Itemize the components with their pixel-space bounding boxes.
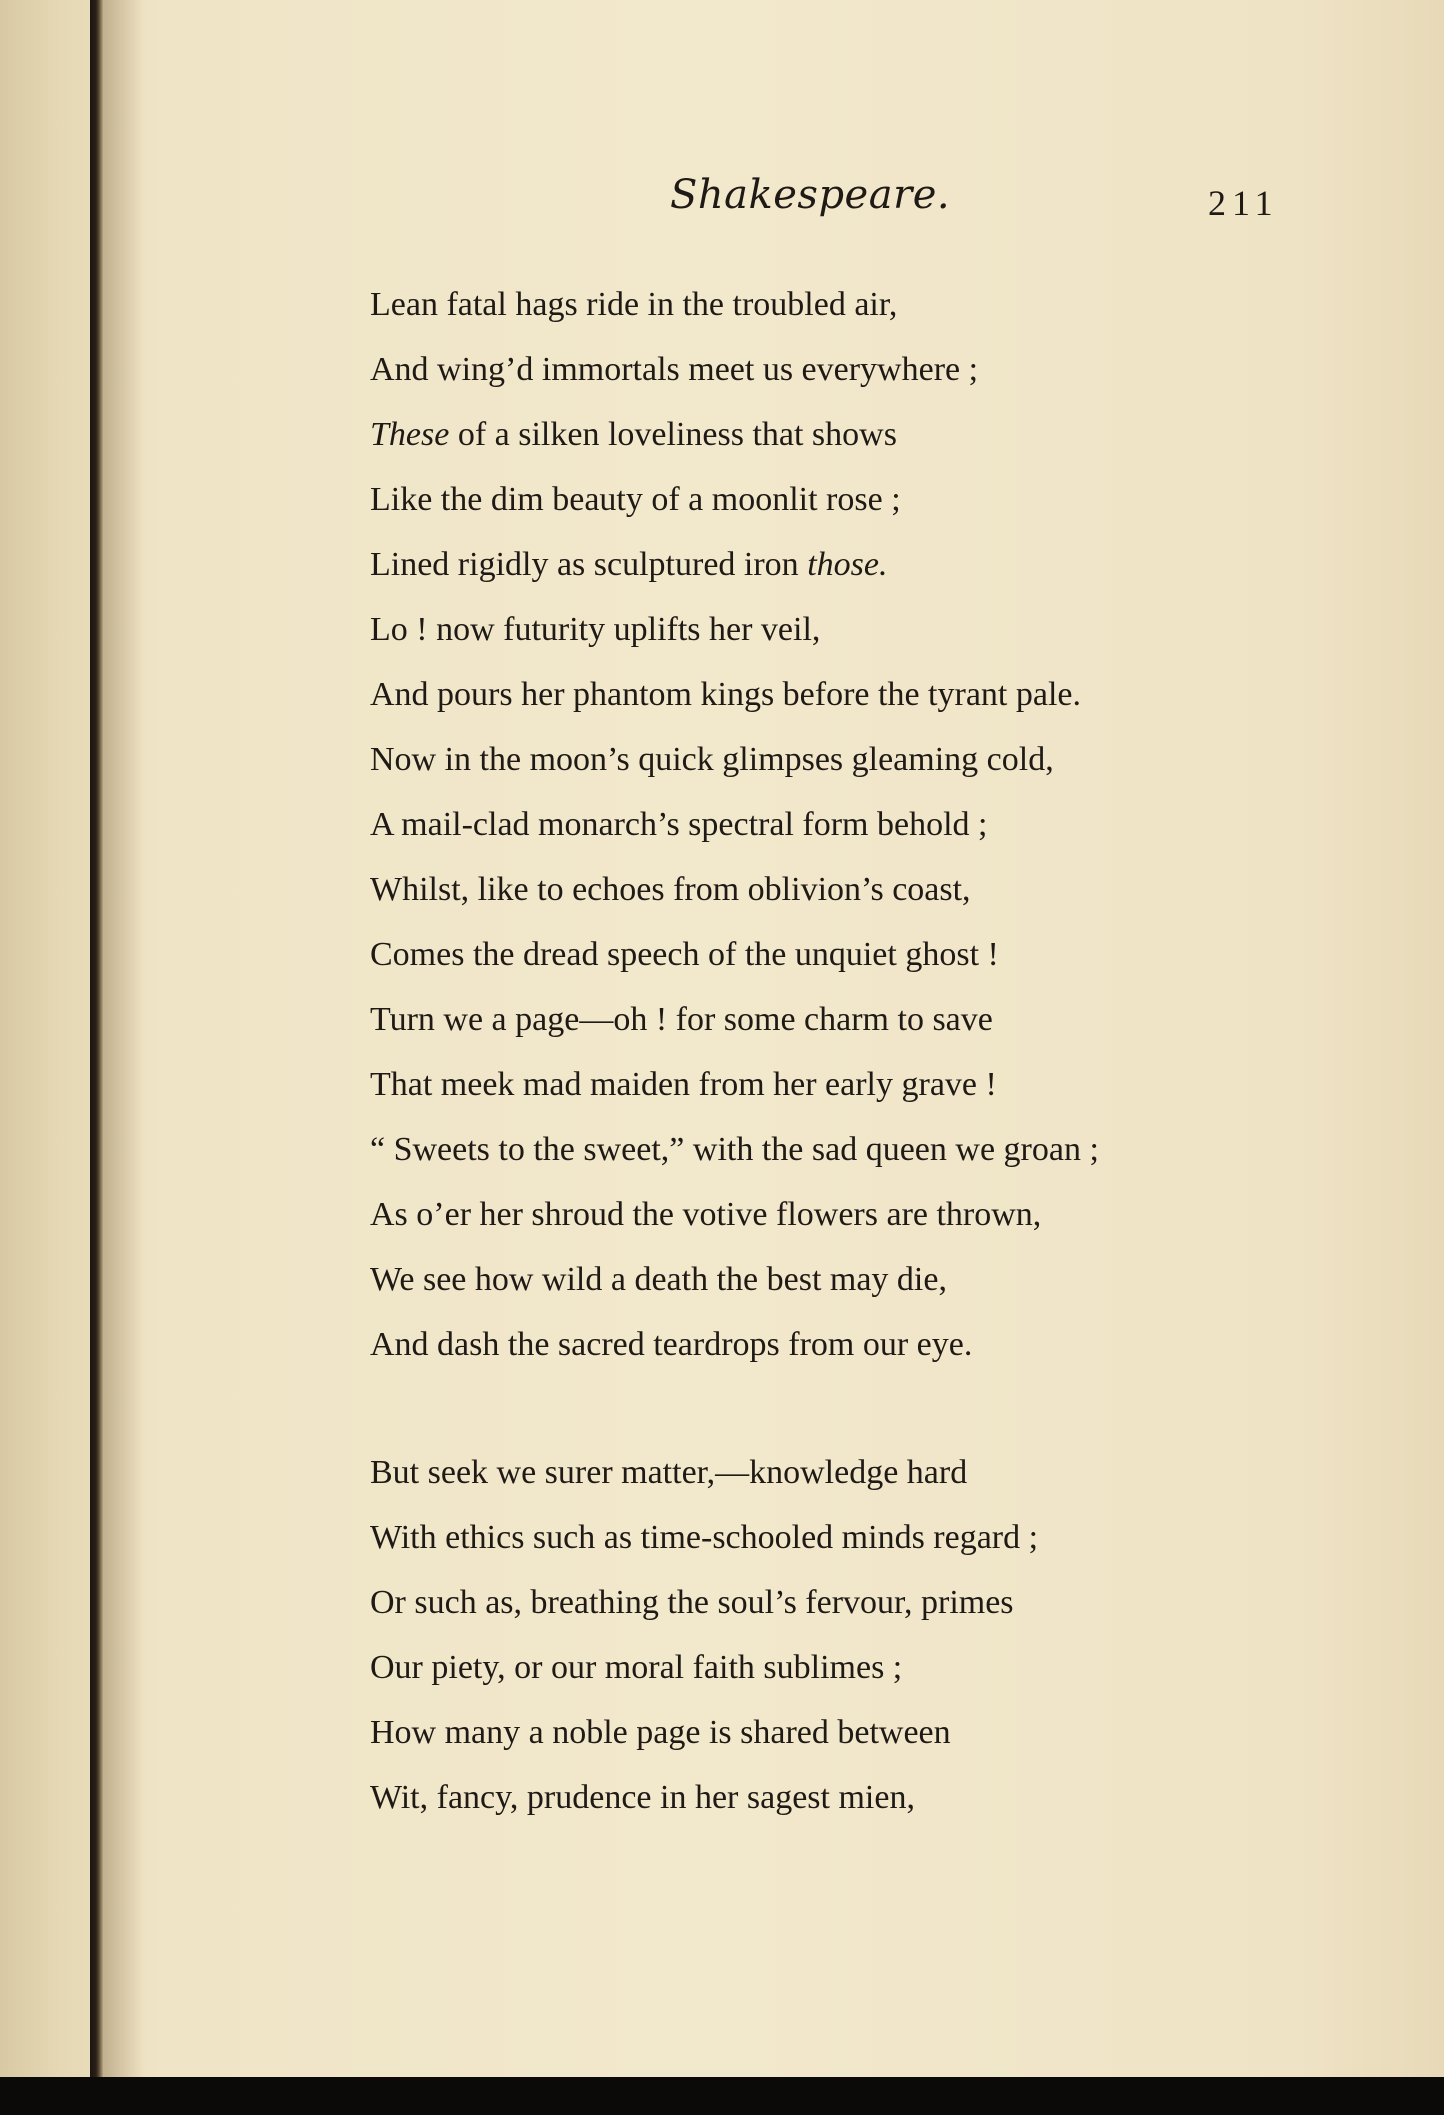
- line-text: Lean fatal hags ride in the troubled air,: [370, 286, 898, 323]
- poem-line: [370, 337, 1310, 402]
- line-text: And pours her phantom kings before the tyrant pale.: [370, 676, 1081, 713]
- line-text: of a silken loveliness that shows: [449, 416, 897, 453]
- line-text: And dash the sacred teardrops from our eye.: [370, 1326, 973, 1363]
- line-text: “ Sweets to the sweet,” with the sad queen we groan ;: [370, 1131, 1099, 1168]
- poem-line: [370, 987, 1310, 1052]
- poem-line: [370, 662, 1310, 727]
- line-text: That meek mad maiden from her early grave !: [370, 1066, 997, 1103]
- line-text: Wit, fancy, prudence in her sagest mien,: [370, 1779, 915, 1816]
- poem-line: [370, 532, 1310, 597]
- poem-line: [370, 597, 1310, 662]
- poem-body: [370, 272, 1310, 1830]
- stanza: [370, 1440, 1310, 1830]
- poem-line: [370, 792, 1310, 857]
- poem-line: [370, 1765, 1310, 1830]
- line-text: We see how wild a death the best may die,: [370, 1261, 947, 1298]
- poem-line: [370, 1440, 1310, 1505]
- italic-text: those.: [807, 546, 888, 583]
- poem-line: [370, 1117, 1310, 1182]
- poem-line: [370, 727, 1310, 792]
- poem-line: [370, 857, 1310, 922]
- scan-bottom-edge: [0, 2077, 1444, 2115]
- line-text: But seek we surer matter,—knowledge hard: [370, 1454, 968, 1491]
- poem-line: [370, 467, 1310, 532]
- line-text: How many a noble page is shared between: [370, 1714, 951, 1751]
- poem-line: [370, 1182, 1310, 1247]
- poem-line: [370, 922, 1310, 987]
- poem-line: [370, 272, 1310, 337]
- line-text: Or such as, breathing the soul’s fervour, primes: [370, 1584, 1014, 1621]
- line-text: Now in the moon’s quick glimpses gleaming cold,: [370, 741, 1054, 778]
- gutter-shadow: [104, 0, 144, 2077]
- line-text: With ethics such as time-schooled minds regard ;: [370, 1519, 1039, 1556]
- line-text: Whilst, like to echoes from oblivion’s coast,: [370, 871, 971, 908]
- poem-line: [370, 1635, 1310, 1700]
- poem-line: [370, 1570, 1310, 1635]
- line-text: Like the dim beauty of a moonlit rose ;: [370, 481, 901, 518]
- poem-line: [370, 1505, 1310, 1570]
- binding-gutter: [90, 0, 104, 2077]
- running-title: Shakespeare.: [670, 172, 951, 218]
- poem-line: [370, 1247, 1310, 1312]
- line-text: Turn we a page—oh ! for some charm to save: [370, 1001, 993, 1038]
- poem-line: [370, 1312, 1310, 1377]
- poem-line: [370, 1052, 1310, 1117]
- line-text: Lined rigidly as sculptured iron: [370, 546, 808, 583]
- poem-line: [370, 1700, 1310, 1765]
- line-text: Lo ! now futurity uplifts her veil,: [370, 611, 821, 648]
- line-text: As o’er her shroud the votive flowers are thrown,: [370, 1196, 1042, 1233]
- page-number: 211: [1208, 183, 1279, 223]
- page-header: [0, 172, 1444, 232]
- line-text: A mail-clad monarch’s spectral form behold ;: [370, 806, 988, 843]
- italic-text: These: [370, 416, 450, 453]
- line-text: And wing’d immortals meet us everywhere ;: [370, 351, 979, 388]
- line-text: Comes the dread speech of the unquiet ghost !: [370, 936, 999, 973]
- poem-line: [370, 402, 1310, 467]
- line-text: Our piety, or our moral faith sublimes ;: [370, 1649, 903, 1686]
- stanza: [370, 272, 1310, 1377]
